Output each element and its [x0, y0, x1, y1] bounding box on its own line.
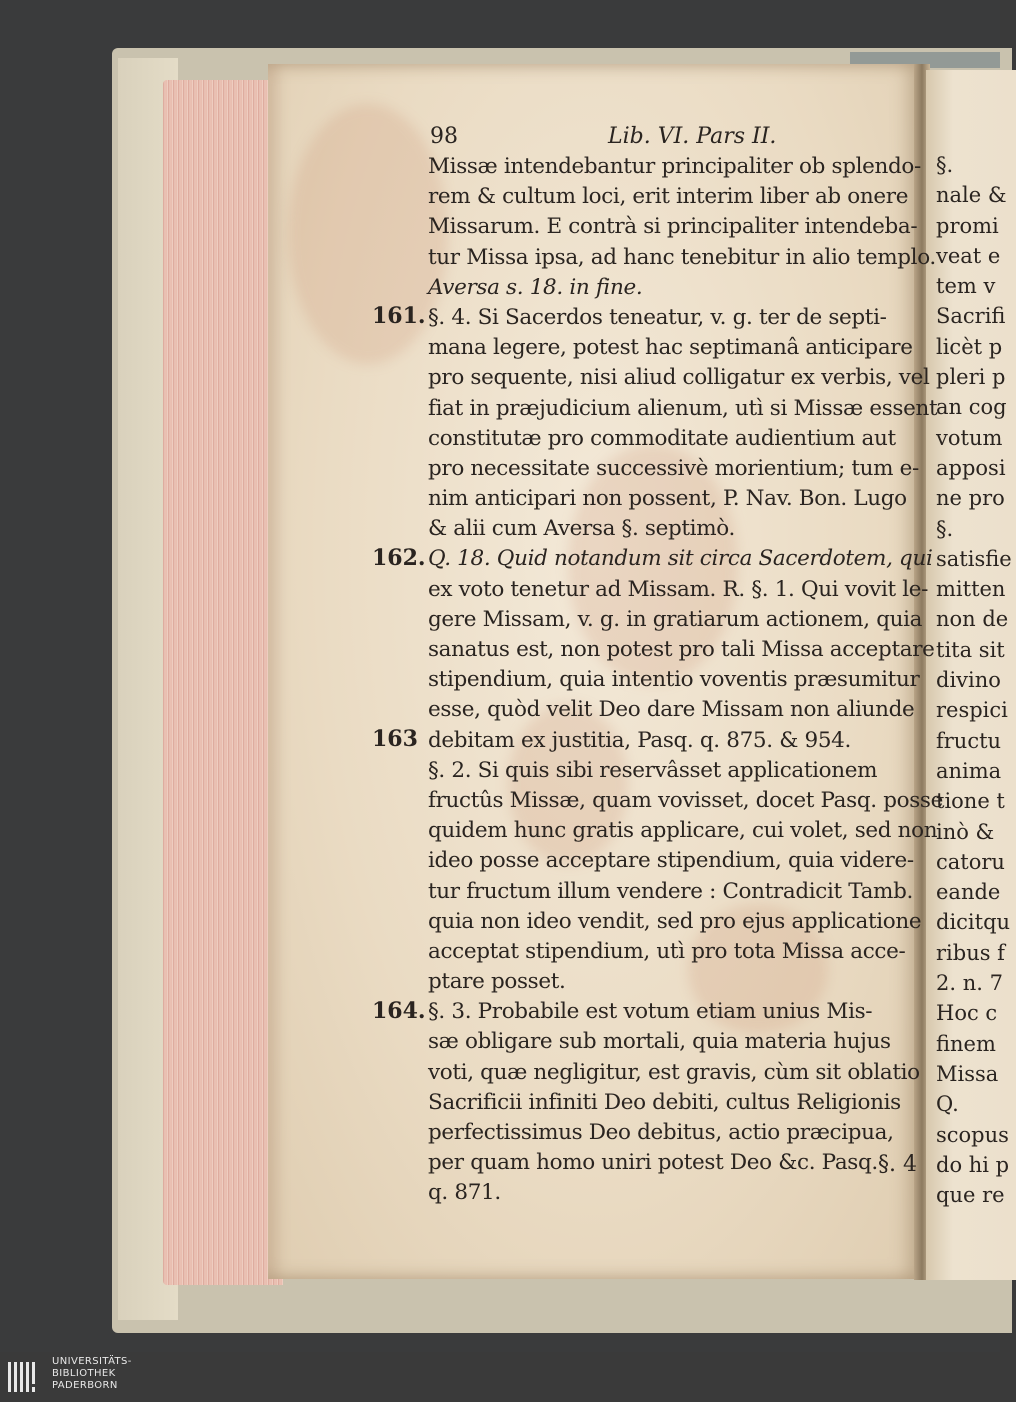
text-line: constitutæ pro commoditate audientium aut: [428, 425, 896, 451]
text-line: §. 2. Si quis sibi reservâsset applicationem: [428, 757, 878, 783]
text-line: dicitqu: [936, 910, 1011, 935]
page-number: 98: [430, 124, 458, 149]
text-line: §. 4. Si Sacerdos teneatur, v. g. ter de septi-: [428, 304, 887, 330]
footer-bar: [0, 1352, 1000, 1402]
text-line: q. 871.: [428, 1180, 501, 1206]
text-line: sæ obligare sub mortali, quia materia hujus: [428, 1029, 891, 1055]
text-line: fiat in præjudicium alienum, utì si Missæ essent: [428, 395, 938, 421]
catchword: §. 4: [878, 1152, 917, 1177]
text-line: eande: [936, 880, 1001, 905]
margin-number: 162.: [372, 545, 426, 571]
text-line: catoru: [936, 849, 1005, 874]
text-line: veat e: [936, 243, 1001, 268]
text-line: quia non ideo vendit, sed pro ejus applicatione: [428, 908, 922, 934]
text-line: Aversa s. 18. in fine.: [428, 274, 643, 300]
margin-number: 164.: [372, 998, 426, 1024]
text-line: ne pro: [936, 486, 1005, 511]
text-line: §.: [936, 516, 954, 541]
text-line: mitten: [936, 577, 1006, 602]
text-line: anima: [936, 758, 1002, 783]
text-line: mana legere, potest hac septimanâ anticipare: [428, 335, 913, 361]
text-line: ideo posse acceptare stipendium, quia videre-: [428, 848, 914, 874]
text-line: §.: [936, 153, 954, 177]
text-line: Missæ intendebantur principaliter ob splendo-: [428, 154, 921, 179]
text-line: fructu: [936, 728, 1002, 753]
text-line: acceptat stipendium, utì pro tota Missa acce-: [428, 938, 906, 964]
page-edges: [163, 80, 283, 1285]
text-line: Missa: [936, 1061, 999, 1086]
text-line: tur fructum illum vendere : Contradicit Tamb.: [428, 878, 913, 904]
text-line: scopus: [936, 1122, 1009, 1147]
text-line: fructûs Missæ, quam vovisset, docet Pasq. posse: [428, 787, 943, 813]
text-line: satisfie: [936, 546, 1012, 571]
text-line: ptare posset.: [428, 969, 566, 995]
library-logo-icon: [6, 1358, 44, 1396]
text-line: pro sequente, nisi aliud colligatur ex verbis, vel: [428, 365, 930, 391]
running-title: Lib. VI. Pars II.: [608, 124, 777, 149]
margin-number: 163: [372, 726, 418, 752]
text-line: Sacrificii infiniti Deo debiti, cultus Religionis: [428, 1089, 901, 1115]
text-line: inò &: [936, 819, 995, 844]
text-line: tem v: [936, 274, 996, 299]
text-line: pro necessitate successivè morientium; tum e-: [428, 455, 919, 481]
text-line: finem: [936, 1031, 996, 1056]
text-line: votum: [936, 425, 1003, 450]
text-line: esse, quòd velit Deo dare Missam non aliunde: [428, 697, 915, 723]
text-line: nim anticipari non possent, P. Nav. Bon. Lugo: [428, 486, 907, 512]
library-name: [52, 1356, 132, 1392]
text-line: gere Missam, v. g. in gratiarum actionem, quia: [428, 606, 923, 632]
right-page-text: [936, 150, 1012, 1210]
text-line: tita sit: [936, 637, 1005, 662]
library-name-line: PADERBORN: [52, 1380, 118, 1391]
text-line: per quam homo uniri potest Deo &c. Pasq.: [428, 1150, 878, 1176]
text-line: sanatus est, non potest pro tali Missa acceptare: [428, 637, 935, 662]
text-line: respici: [936, 698, 1008, 723]
library-name-line: BIBLIOTHEK: [52, 1368, 116, 1379]
text-line: nale &: [936, 183, 1007, 208]
text-line: an cog: [936, 395, 1007, 420]
text-line: tur Missa ipsa, ad hanc tenebitur in alio templo.: [428, 244, 936, 270]
text-line: que re: [936, 1183, 1005, 1208]
text-line: Q. 18. Quid notandum sit circa Sacerdotem, qui: [428, 546, 933, 572]
text-line: Missarum. E contrà si principaliter intendeba-: [428, 214, 918, 240]
scan-mark: [0, 30, 55, 44]
text-line: debitam ex justitia, Pasq. q. 875. & 954.: [428, 727, 851, 753]
text-line: Q.: [936, 1092, 959, 1117]
text-line: ex voto tenetur ad Missam. R. §. 1. Qui vovit le-: [428, 576, 929, 602]
text-line: Hoc c: [936, 1001, 998, 1026]
margin-number: 161.: [372, 303, 426, 329]
text-line: perfectissimus Deo debitus, actio præcipua,: [428, 1120, 894, 1145]
text-line: pleri p: [936, 365, 1006, 390]
text-line: §. 3. Probabile est votum etiam unius Mis-: [428, 999, 873, 1025]
text-line: divino: [936, 668, 1001, 693]
text-line: Sacrifi: [936, 304, 1006, 329]
text-line: apposi: [936, 455, 1006, 480]
text-line: tione t: [936, 789, 1005, 814]
text-line: quidem hunc gratis applicare, cui volet, sed non: [428, 818, 938, 844]
text-line: rem & cultum loci, erit interim liber ab onere: [428, 184, 909, 210]
text-line: voti, quæ negligitur, est gravis, cùm sit oblatio: [428, 1059, 920, 1085]
main-text: [428, 152, 943, 1209]
text-line: licèt p: [936, 334, 1003, 359]
text-line: & alii cum Aversa §. septimò.: [428, 516, 735, 542]
text-line: non de: [936, 607, 1009, 632]
text-line: ribus f: [936, 940, 1005, 965]
text-line: 2. n. 7: [936, 971, 1003, 996]
text-line: stipendium, quia intentio voventis præsumitur: [428, 667, 920, 693]
text-line: promi: [936, 213, 999, 238]
library-name-line: UNIVERSITÄTS-: [52, 1356, 132, 1367]
text-line: do hi p: [936, 1152, 1010, 1177]
